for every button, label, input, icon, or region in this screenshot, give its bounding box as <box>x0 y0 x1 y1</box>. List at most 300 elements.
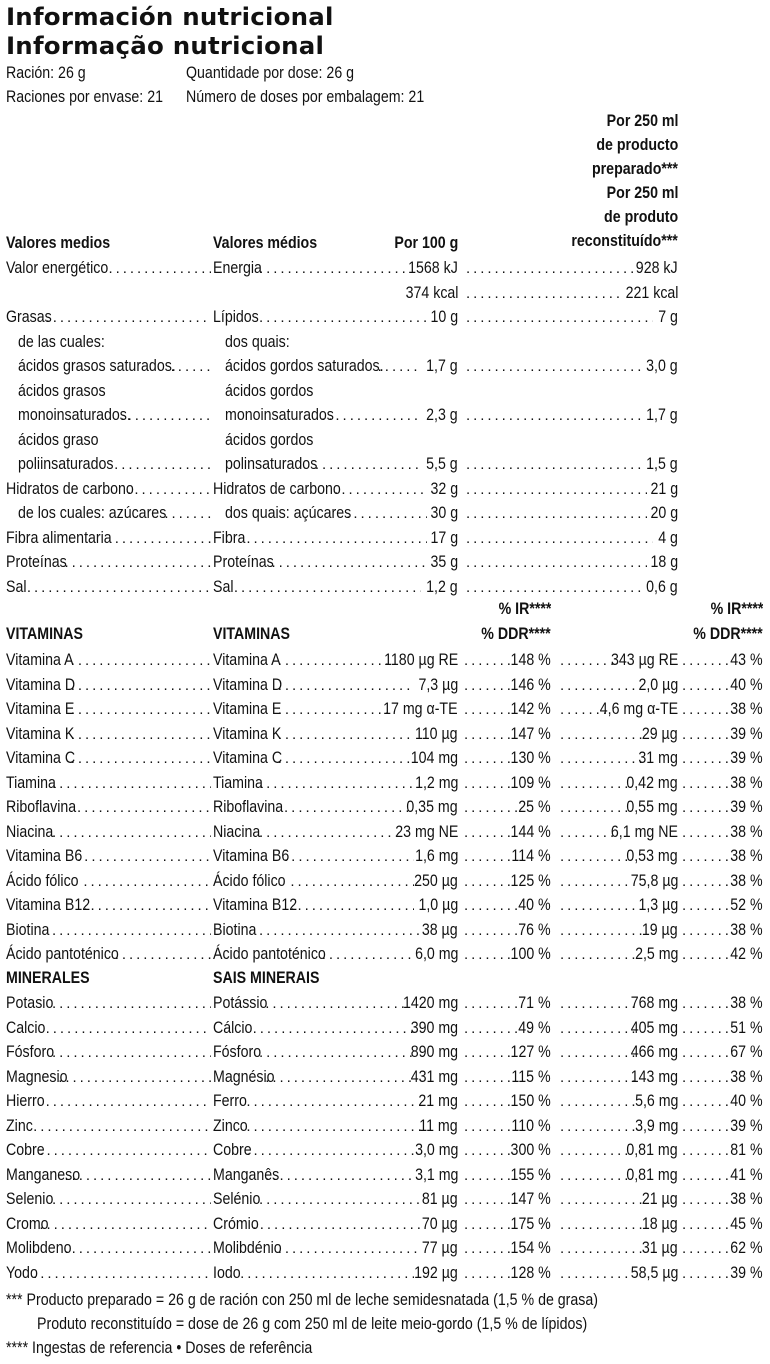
macro-value-250ml: 0,6 g <box>646 578 678 596</box>
vitamin-row <box>0 942 770 966</box>
macro-value-100g: 1,2 g <box>426 578 458 596</box>
mineral-label-pt: Zinco <box>213 1116 248 1135</box>
macro-value-250ml: 1,5 g <box>646 455 678 473</box>
vitamin-value-100g: 0,35 mg <box>406 798 458 816</box>
dot-leader <box>52 991 211 1015</box>
macro-value-250ml: 20 g <box>650 504 678 522</box>
mineral-pct-250ml: 39 % <box>730 1263 763 1282</box>
dot-leader <box>71 673 211 697</box>
vitamin-value-100g: 110 µg <box>415 724 458 743</box>
macro-value-100g: 1,7 g <box>426 357 458 375</box>
macro-value-250ml: 4 g <box>658 529 678 547</box>
mineral-pct-100g: 147 % <box>510 1190 551 1208</box>
vitamin-pct-250ml: 38 % <box>730 773 763 792</box>
vitamin-value-100g: 7,3 µg <box>418 675 458 694</box>
mineral-row <box>0 1114 770 1138</box>
mineral-pct-100g: 175 % <box>510 1214 551 1233</box>
macro-label-pt: Energia <box>213 259 262 277</box>
vitamin-row <box>0 771 770 795</box>
vitamin-pct-250ml: 43 % <box>730 651 763 669</box>
vitamin-label-es: Vitamina D <box>6 675 76 694</box>
ddr-label-1: % DDR**** <box>481 625 551 643</box>
macro-label-es: Sal <box>6 578 27 596</box>
vitamin-row <box>0 746 770 770</box>
mineral-label-es: Fósforo <box>6 1043 55 1061</box>
vitamin-pct-100g: 40 % <box>518 896 551 914</box>
vitamin-label-es: Ácido pantoténico <box>6 945 119 963</box>
macro-row <box>0 403 770 427</box>
vitamin-pct-100g: 125 % <box>510 871 551 890</box>
vitamin-label-pt: Niacina <box>213 822 261 841</box>
mineral-value-100g: 890 mg <box>410 1043 458 1061</box>
dot-leader <box>466 501 647 525</box>
macro-row <box>0 379 770 403</box>
ir-label-2: % IR**** <box>710 600 763 618</box>
macro-row <box>0 550 770 574</box>
vitamin-value-250ml: 6,1 mg NE <box>610 822 678 841</box>
vitamin-label-pt: Vitamina C <box>213 749 283 767</box>
mineral-pct-250ml: 38 % <box>730 1067 763 1086</box>
mineral-value-100g: 192 µg <box>414 1263 458 1282</box>
macro-label-pt: Sal <box>213 578 234 596</box>
vitamin-pct-250ml: 40 % <box>730 675 763 694</box>
mineral-pct-250ml: 51 % <box>730 1018 763 1037</box>
dot-leader <box>27 575 211 599</box>
mineral-label-es: Zinc <box>6 1116 33 1135</box>
macro-row <box>0 575 770 599</box>
mineral-label-pt: Manganês <box>213 1165 280 1184</box>
macro-row <box>0 354 770 378</box>
dot-leader <box>46 1089 211 1113</box>
mineral-value-100g: 390 mg <box>410 1018 458 1037</box>
mineral-pct-250ml: 81 % <box>730 1141 763 1159</box>
dot-leader <box>52 1187 211 1211</box>
macro-row <box>0 526 770 550</box>
mineral-pct-100g: 49 % <box>518 1018 551 1037</box>
mineral-value-250ml: 466 mg <box>630 1043 678 1061</box>
macro-row <box>0 477 770 501</box>
mineral-pct-250ml: 45 % <box>730 1214 763 1233</box>
vitamin-value-250ml: 19 µg <box>642 920 678 939</box>
dot-leader <box>114 452 211 476</box>
macro-label-es: monoinsaturados. <box>18 406 131 424</box>
footnote-prepared: *** Producto preparado = 26 g de ración con 250 ml de leche semidesnatada (1,5 % de grasa) <box>6 1291 599 1309</box>
mineral-pct-100g: 128 % <box>510 1263 551 1282</box>
vitamin-value-250ml: 4,6 mg α-TE <box>599 700 678 718</box>
prepared-header-line: reconstituído*** <box>571 232 678 250</box>
mineral-pct-250ml: 67 % <box>730 1043 763 1061</box>
vitamin-value-250ml: 0,42 mg <box>626 773 678 792</box>
vitamin-label-es: Tiamina <box>6 773 56 792</box>
dot-leader <box>65 1163 211 1187</box>
vitamin-label-pt: Vitamina A <box>213 651 281 669</box>
vitamin-label-es: Ácido fólico <box>6 871 79 890</box>
macro-label-es: Hidratos de carbono <box>6 480 134 498</box>
mineral-row <box>0 991 770 1015</box>
serving-pt-count: Número de doses por embalagem: 21 <box>186 88 425 106</box>
macro-value-250ml: 928 kJ <box>636 259 678 277</box>
dot-leader <box>33 1261 211 1285</box>
mineral-row <box>0 1065 770 1089</box>
vitamin-label-pt: Vitamina B12 <box>213 896 298 914</box>
mineral-pct-100g: 154 % <box>510 1239 551 1257</box>
macro-value-100g: 2,3 g <box>426 406 458 424</box>
vitamin-value-250ml: 0,55 mg <box>626 798 678 816</box>
title-pt: Informação nutricional <box>6 32 325 60</box>
header-es-avg: Valores medios <box>6 234 111 252</box>
vitamin-value-100g: 1,2 mg <box>414 773 458 792</box>
dot-leader <box>466 526 653 550</box>
vitamin-value-100g: 17 mg α-TE <box>383 700 458 718</box>
dot-leader <box>46 1016 211 1040</box>
mineral-label-es: Cromo <box>6 1214 49 1233</box>
macro-value-250ml: 18 g <box>650 553 678 571</box>
mineral-pct-100g: 115 % <box>511 1067 551 1086</box>
vitamin-value-250ml: 343 µg RE <box>610 651 678 669</box>
mineral-label-pt: Cobre <box>213 1141 252 1159</box>
mineral-pct-250ml: 38 % <box>730 994 763 1012</box>
dot-leader <box>33 1114 211 1138</box>
mineral-label-pt: Magnésio <box>213 1067 275 1086</box>
macro-value-100g: 17 g <box>430 529 458 547</box>
macro-label-pt: Hidratos de carbono <box>213 480 341 498</box>
macro-label-pt: Proteínas <box>213 553 274 571</box>
vitamin-label-es: Vitamina C <box>6 749 76 767</box>
macro-label-pt: ácidos gordos saturados. <box>225 357 384 375</box>
vitamin-pct-250ml: 42 % <box>730 945 763 963</box>
vitamin-label-pt: Vitamina E <box>213 700 282 718</box>
vitamin-pct-100g: 148 % <box>510 651 551 669</box>
dot-leader <box>52 771 211 795</box>
macro-label-pt: polinsaturados <box>225 455 318 473</box>
vitamin-label-es: Biotina <box>6 920 50 939</box>
dot-leader <box>466 354 641 378</box>
vitamin-pct-100g: 25 % <box>518 798 551 816</box>
vitamin-label-pt: Vitamina B6 <box>213 847 290 865</box>
macro-label-pt: monoinsaturados <box>225 406 334 424</box>
dot-leader <box>71 746 211 770</box>
mineral-value-250ml: 21 µg <box>642 1190 678 1208</box>
macro-label-es: poliinsaturados <box>18 455 114 473</box>
vitamin-pct-100g: 76 % <box>518 920 551 939</box>
dot-leader <box>466 452 641 476</box>
mineral-label-es: Selenio <box>6 1190 54 1208</box>
mineral-label-pt: Ferro <box>213 1092 247 1110</box>
mineral-row <box>0 1163 770 1187</box>
mineral-value-250ml: 3,9 mg <box>634 1116 678 1135</box>
macro-value-250ml: 221 kcal <box>625 284 678 302</box>
vitamin-value-100g: 104 mg <box>410 749 458 767</box>
macro-label-es: de las cuales: <box>18 333 105 351</box>
mineral-row <box>0 1261 770 1285</box>
mineral-value-250ml: 768 mg <box>630 994 678 1012</box>
dot-leader <box>83 869 211 893</box>
vitamin-value-250ml: 0,53 mg <box>626 847 678 865</box>
vitamin-pct-100g: 109 % <box>510 773 551 792</box>
mineral-value-250ml: 0,81 mg <box>626 1165 678 1184</box>
vitamin-pct-100g: 147 % <box>510 724 551 743</box>
vitamin-label-pt: Riboflavina <box>213 798 284 816</box>
macro-label-es: de los cuales: azúcares <box>18 504 167 522</box>
mineral-pct-100g: 300 % <box>510 1141 551 1159</box>
dot-leader <box>71 722 211 746</box>
vitamin-row <box>0 795 770 819</box>
mineral-value-250ml: 405 mg <box>630 1018 678 1037</box>
dot-leader <box>52 918 211 942</box>
vitamin-pct-250ml: 38 % <box>730 871 763 890</box>
mineral-value-250ml: 143 mg <box>630 1067 678 1086</box>
vitamin-pct-250ml: 39 % <box>730 798 763 816</box>
vitamin-value-100g: 6,0 mg <box>414 945 458 963</box>
ir-label-1: % IR**** <box>498 600 551 618</box>
vitamin-pct-250ml: 38 % <box>730 847 763 865</box>
vitamin-pct-100g: 142 % <box>510 700 551 718</box>
dot-leader <box>39 1212 211 1236</box>
vitamin-value-100g: 1,6 mg <box>414 847 458 865</box>
dot-leader <box>466 550 647 574</box>
vitamin-pct-100g: 144 % <box>510 822 551 841</box>
vitamin-row <box>0 673 770 697</box>
vitamin-value-250ml: 31 mg <box>638 749 678 767</box>
vitamin-label-pt: Ácido pantoténico <box>213 945 326 963</box>
mineral-label-pt: Molibdénio <box>213 1239 282 1257</box>
mineral-value-250ml: 31 µg <box>642 1239 678 1257</box>
mineral-value-100g: 21 mg <box>418 1092 458 1110</box>
footnote-reconstituted: Produto reconstituído = dose de 26 g com 250 ml de leite meio-gordo (1,5 % de lípidos) <box>37 1315 588 1333</box>
macro-value-100g: 374 kcal <box>405 284 458 302</box>
macro-label-es: Proteínas <box>6 553 67 571</box>
mineral-value-250ml: 58,5 µg <box>630 1263 678 1282</box>
vitamin-value-100g: 1,0 µg <box>418 896 458 914</box>
macro-value-250ml: 21 g <box>650 480 678 498</box>
macro-label-pt: dos quais: <box>225 333 290 351</box>
section-es-vitamins: VITAMINAS <box>6 625 83 643</box>
dot-leader <box>52 820 211 844</box>
macro-row <box>0 256 770 280</box>
vitamin-pct-250ml: 52 % <box>730 896 763 914</box>
mineral-value-250ml: 18 µg <box>642 1214 678 1233</box>
mineral-label-es: Manganeso <box>6 1165 81 1184</box>
dot-leader <box>466 305 653 329</box>
macro-label-es: ácidos grasos <box>18 382 106 400</box>
dot-leader <box>71 697 211 721</box>
mineral-row <box>0 1138 770 1162</box>
mineral-label-es: Calcio <box>6 1018 46 1037</box>
macro-label-pt: dos quais: açúcares <box>225 504 352 522</box>
vitamin-label-es: Niacina <box>6 822 54 841</box>
ddr-label-2: % DDR**** <box>693 625 763 643</box>
mineral-pct-100g: 150 % <box>510 1092 551 1110</box>
macro-value-100g: 5,5 g <box>426 455 458 473</box>
mineral-pct-100g: 110 % <box>511 1116 551 1135</box>
mineral-label-pt: Cálcio <box>213 1018 253 1037</box>
mineral-label-es: Potasio <box>6 994 54 1012</box>
macro-row <box>0 452 770 476</box>
vitamin-value-250ml: 29 µg <box>642 724 678 743</box>
dot-leader <box>127 477 211 501</box>
mineral-row <box>0 1089 770 1113</box>
mineral-pct-100g: 71 % <box>518 994 551 1012</box>
macro-label-pt: Fibra <box>213 529 246 547</box>
macro-label-es: Grasas <box>6 308 52 326</box>
mineral-value-100g: 77 µg <box>422 1239 458 1257</box>
vitamin-value-250ml: 2,5 mg <box>634 945 678 963</box>
macro-row <box>0 501 770 525</box>
prepared-header-line: de producto <box>596 136 678 154</box>
macro-value-100g: 30 g <box>430 504 458 522</box>
vitamin-pct-100g: 114 % <box>511 847 551 865</box>
macro-value-100g: 1568 kJ <box>408 259 458 277</box>
mineral-row <box>0 1187 770 1211</box>
mineral-pct-250ml: 39 % <box>730 1116 763 1135</box>
mineral-pct-100g: 127 % <box>510 1043 551 1061</box>
mineral-row <box>0 1236 770 1260</box>
dot-leader <box>466 256 634 280</box>
vitamin-value-100g: 250 µg <box>414 871 458 890</box>
mineral-value-250ml: 5,6 mg <box>634 1092 678 1110</box>
vitamin-pct-250ml: 39 % <box>730 749 763 767</box>
dot-leader <box>39 1138 211 1162</box>
dot-leader <box>108 256 211 280</box>
macro-value-100g: 10 g <box>430 308 458 326</box>
dot-leader <box>115 942 211 966</box>
dot-leader <box>58 1065 211 1089</box>
vitamin-label-pt: Vitamina D <box>213 675 283 694</box>
dot-leader <box>466 575 641 599</box>
dot-leader <box>115 526 211 550</box>
section-pt-minerals: SAIS MINERAIS <box>213 969 320 987</box>
mineral-value-250ml: 0,81 mg <box>626 1141 678 1159</box>
vitamin-value-250ml: 2,0 µg <box>638 675 678 694</box>
header-per100: Por 100 g <box>394 234 458 252</box>
vitamin-row <box>0 893 770 917</box>
vitamin-label-es: Vitamina A <box>6 651 74 669</box>
dot-leader <box>171 354 211 378</box>
vitamin-row <box>0 820 770 844</box>
dot-leader <box>46 305 211 329</box>
macro-label-es: Valor energético <box>6 259 109 277</box>
vitamin-row <box>0 648 770 672</box>
mineral-label-pt: Iodo <box>213 1263 241 1282</box>
prepared-header-line: Por 250 ml <box>606 112 678 130</box>
mineral-pct-100g: 155 % <box>510 1165 551 1184</box>
mineral-row <box>0 1016 770 1040</box>
macro-label-es: Fibra alimentaria <box>6 529 112 547</box>
vitamin-label-pt: Tiamina <box>213 773 263 792</box>
macro-value-100g: 35 g <box>430 553 458 571</box>
mineral-value-100g: 431 mg <box>410 1067 458 1086</box>
vitamin-pct-250ml: 38 % <box>730 822 763 841</box>
mineral-value-100g: 70 µg <box>422 1214 458 1233</box>
vitamin-row <box>0 697 770 721</box>
vitamin-label-pt: Biotina <box>213 920 257 939</box>
vitamin-label-es: Vitamina K <box>6 724 75 743</box>
macro-label-pt: ácidos gordos <box>225 431 314 449</box>
serving-es-count: Raciones por envase: 21 <box>6 88 163 106</box>
mineral-label-es: Molibdeno <box>6 1239 72 1257</box>
vitamin-pct-100g: 130 % <box>510 749 551 767</box>
mineral-label-pt: Selénio <box>213 1190 261 1208</box>
mineral-value-100g: 81 µg <box>422 1190 458 1208</box>
macro-value-250ml: 3,0 g <box>646 357 678 375</box>
dot-leader <box>120 403 211 427</box>
macro-label-es: ácidos graso <box>18 431 99 449</box>
prepared-header-line: Por 250 ml <box>606 184 678 202</box>
mineral-value-100g: 11 mg <box>419 1116 458 1135</box>
dot-leader <box>65 550 211 574</box>
vitamin-label-es: Vitamina E <box>6 700 75 718</box>
prepared-header-line: preparado*** <box>592 160 678 178</box>
serving-pt-portion: Quantidade por dose: 26 g <box>186 64 355 82</box>
section-es-minerals: MINERALES <box>6 969 90 987</box>
mineral-pct-250ml: 62 % <box>730 1239 763 1257</box>
vitamin-pct-100g: 100 % <box>510 945 551 963</box>
mineral-label-es: Hierro <box>6 1092 45 1110</box>
dot-leader <box>466 477 647 501</box>
macro-row <box>0 281 770 305</box>
vitamin-row <box>0 869 770 893</box>
vitamin-pct-250ml: 38 % <box>730 920 763 939</box>
dot-leader <box>65 1236 211 1260</box>
title-es: Información nutricional <box>6 3 334 31</box>
macro-row <box>0 428 770 452</box>
macro-label-es: ácidos grasos saturados. <box>18 357 176 375</box>
mineral-label-es: Cobre <box>6 1141 45 1159</box>
serving-es-portion: Ración: 26 g <box>6 64 86 82</box>
prepared-header-line: de produto <box>603 208 678 226</box>
vitamin-value-100g: 23 mg NE <box>394 822 458 841</box>
macro-label-pt: ácidos gordos <box>225 382 314 400</box>
footnote-reference: **** Ingestas de referencia • Doses de referência <box>6 1339 313 1357</box>
vitamin-pct-250ml: 39 % <box>730 724 763 743</box>
mineral-label-pt: Crómio <box>213 1214 259 1233</box>
header-pt-avg: Valores médios <box>213 234 318 252</box>
macro-value-250ml: 7 g <box>658 308 678 326</box>
mineral-value-100g: 3,1 mg <box>414 1165 458 1184</box>
vitamin-value-100g: 38 µg <box>422 920 458 939</box>
mineral-label-pt: Potássio <box>213 994 268 1012</box>
dot-leader <box>164 501 211 525</box>
vitamin-label-es: Vitamina B6 <box>6 847 83 865</box>
vitamin-pct-100g: 146 % <box>510 675 551 694</box>
macro-value-100g: 32 g <box>430 480 458 498</box>
mineral-row <box>0 1040 770 1064</box>
mineral-pct-250ml: 40 % <box>730 1092 763 1110</box>
mineral-label-es: Yodo <box>6 1263 38 1282</box>
mineral-value-100g: 1420 mg <box>402 994 458 1012</box>
macro-row <box>0 305 770 329</box>
section-pt-vitamins: VITAMINAS <box>213 625 290 643</box>
vitamin-label-pt: Ácido fólico <box>213 871 286 890</box>
mineral-label-pt: Fósforo <box>213 1043 262 1061</box>
macro-row <box>0 330 770 354</box>
mineral-label-es: Magnesio <box>6 1067 68 1086</box>
dot-leader <box>83 893 211 917</box>
mineral-value-100g: 3,0 mg <box>414 1141 458 1159</box>
dot-leader <box>466 403 641 427</box>
dot-leader <box>71 648 211 672</box>
macro-label-pt: Lípidos <box>213 308 259 326</box>
dot-leader <box>52 1040 211 1064</box>
vitamin-label-es: Vitamina B12 <box>6 896 91 914</box>
macro-value-250ml: 1,7 g <box>646 406 678 424</box>
vitamin-row <box>0 844 770 868</box>
mineral-row <box>0 1212 770 1236</box>
dot-leader <box>466 281 622 305</box>
vitamin-pct-250ml: 38 % <box>730 700 763 718</box>
mineral-pct-250ml: 38 % <box>730 1190 763 1208</box>
vitamin-label-es: Riboflavina <box>6 798 77 816</box>
